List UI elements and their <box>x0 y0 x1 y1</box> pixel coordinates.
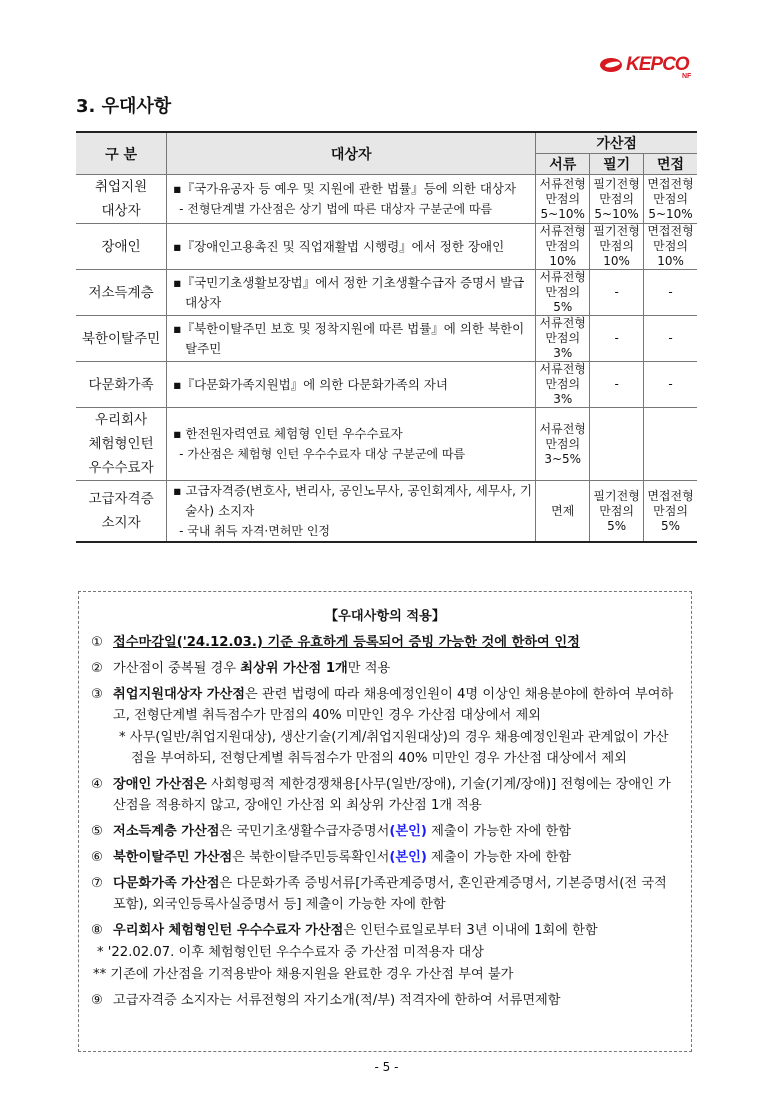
row-doc-points: 서류전형 만점의 5~10% <box>536 175 590 224</box>
table-row <box>76 270 697 316</box>
row-interview-points <box>644 408 697 481</box>
target-line: ▪『북한이탈주민 보호 및 정착지원에 따른 법률』에 의한 북한이탈주민 <box>173 320 525 356</box>
note-item-7: ⑦ 다문화가족 가산점은 다문화가족 증빙서류[가족관계증명서, 혼인관계증명서, 기본증명서(전 국적 포함), 외국인등록사실증명서 등] 제출이 가능한 자에 한함 <box>91 876 667 912</box>
row-target <box>167 362 536 408</box>
target-line: ▪ 고급자격증(변호사, 변리사, 공인노무사, 공인회계사, 세무사, 기술사) 소지자 <box>173 483 533 518</box>
target-line: ▪『다문화가족지원법』에 의한 다문화가족의 자녀 <box>173 376 448 392</box>
row-target <box>167 224 536 270</box>
target-line: ▪『장애인고용촉진 및 직업재활법 시행령』에서 정한 장애인 <box>173 238 505 254</box>
row-interview-points: - <box>644 270 697 316</box>
row-target <box>167 270 536 316</box>
col-category: 구 분 <box>76 132 167 175</box>
table-row <box>76 481 697 543</box>
table-row <box>76 408 697 481</box>
note-item-8: ⑧ 우리회사 체험형인턴 우수수료자 가산점은 인턴수료일로부터 3년 이내에 1회에 한함 <box>91 923 598 938</box>
row-written-points: - <box>590 362 644 408</box>
target-line: ▪『국민기초생활보장법』에서 정한 기초생활수급자 증명서 발급대상자 <box>173 274 525 310</box>
row-category: 우리회사 체험형인턴 우수수료자 <box>76 408 167 481</box>
row-doc-points: 면제 <box>536 481 590 543</box>
note-item-2: ② 가산점이 중복될 경우 최상위 가산점 1개만 적용 <box>91 661 391 676</box>
kepco-logo-icon <box>600 56 624 74</box>
col-points: 가산점 <box>536 132 697 154</box>
row-interview-points: 면접전형 만점의 5% <box>644 481 697 543</box>
row-category: 취업지원 대상자 <box>76 175 167 224</box>
row-category: 저소득계층 <box>76 270 167 316</box>
note-item-1: ① 접수마감일('24.12.03.) 기준 유효하게 등록되어 증빙 가능한 것에 한하여 인정 <box>91 635 580 650</box>
row-category: 장애인 <box>76 224 167 270</box>
row-target <box>167 408 536 481</box>
note-item-8-sub-2: ** 기존에 가산점을 기적용받아 채용지원을 완료한 경우 가산점 부여 불가 <box>93 967 514 982</box>
col-written: 필기 <box>590 154 644 175</box>
target-subline: - 전형단계별 가산점은 상기 법에 따른 대상자 구분군에 따름 <box>179 202 493 216</box>
row-interview-points: - <box>644 316 697 362</box>
col-doc: 서류 <box>536 154 590 175</box>
row-written-points: 필기전형 만점의 5~10% <box>590 175 644 224</box>
target-subline: - 국내 취득 자격·면허만 인정 <box>179 524 331 538</box>
note-item-9: ⑨ 고급자격증 소지자는 서류전형의 자기소개(적/부) 적격자에 한하여 서류면제함 <box>91 993 561 1008</box>
target-line: ▪ 한전원자력연료 체험형 인턴 우수수료자 <box>173 426 403 441</box>
table-body <box>76 175 697 543</box>
col-interview: 면접 <box>644 154 697 175</box>
note-item-6: ⑥ 북한이탈주민 가산점은 북한이탈주민등록확인서(본인) 제출이 가능한 자에 한함 <box>91 850 572 865</box>
row-category: 고급자격증 소지자 <box>76 481 167 543</box>
note-item-8-sub-1: * '22.02.07. 이후 체험형인턴 우수수료자 중 가산점 미적용자 대상 <box>97 945 484 960</box>
row-target <box>167 481 536 543</box>
note-item-4: ④ 장애인 가산점은 사회형평적 제한경쟁채용[사무(일반/장애), 기술(기계/장애)] 전형에는 장애인 가산점을 적용하지 않고, 장애인 가산점 외 최상위 가산점 1개 적용 <box>91 777 671 813</box>
table-row <box>76 224 697 270</box>
row-category: 다문화가족 <box>76 362 167 408</box>
row-interview-points: 면접전형 만점의 10% <box>644 224 697 270</box>
notes-title: 【우대사항의 적용】 <box>324 609 446 624</box>
table-row <box>76 316 697 362</box>
row-written-points: - <box>590 270 644 316</box>
row-doc-points: 서류전형 만점의 3% <box>536 362 590 408</box>
target-line: ▪『국가유공자 등 예우 및 지원에 관한 법률』등에 의한 대상자 <box>173 181 517 196</box>
row-doc-points: 서류전형 만점의 10% <box>536 224 590 270</box>
note-item-3: ③ 취업지원대상자 가산점은 관련 법령에 따라 채용예정인원이 4명 이상인 채용분야에 한하여 부여하고, 전형단계별 취득점수가 만점의 40% 미만인 경우 가산점 대상에서 제외 * 사무(일반/취업지원대상), 생산기술(기계/취업지원대상)의 경우 채용예정인원과 관계없이 가산점을 부여하되, 전형단계별 취득점수가 만점의 40% 미만인 경우 가산점 대상에서 제외 <box>91 684 679 769</box>
row-doc-points: 서류전형 만점의 3~5% <box>536 408 590 481</box>
row-written-points: 필기전형 만점의 5% <box>590 481 644 543</box>
row-doc-points: 서류전형 만점의 3% <box>536 316 590 362</box>
row-interview-points: - <box>644 362 697 408</box>
row-target <box>167 316 536 362</box>
row-written-points: 필기전형 만점의 10% <box>590 224 644 270</box>
table-row <box>76 175 697 224</box>
note-item-3-sub: * 사무(일반/취업지원대상), 생산기술(기계/취업지원대상)의 경우 채용예정인원과 관계없이 가산점을 부여하되, 전형단계별 취득점수가 만점의 40% 미만인 경우 가산점 대상에서 제외 <box>119 730 669 766</box>
page-number: - 5 - <box>374 1060 399 1074</box>
row-interview-points: 면접전형 만점의 5~10% <box>644 175 697 224</box>
logo-brand: KEPCO <box>626 54 689 75</box>
logo-sub: NF <box>682 73 692 80</box>
table-row <box>76 362 697 408</box>
target-subline: - 가산점은 체험형 인턴 우수수료자 대상 구분군에 따름 <box>179 447 466 461</box>
col-target: 대상자 <box>167 132 536 175</box>
row-written-points: - <box>590 316 644 362</box>
row-category: 북한이탈주민 <box>76 316 167 362</box>
preference-table <box>76 131 697 543</box>
notes-box <box>78 591 692 1052</box>
note-item-5: ⑤ 저소득계층 가산점은 국민기초생활수급자증명서(본인) 제출이 가능한 자에 한함 <box>91 824 572 839</box>
section-title: 3. 우대사항 <box>76 96 172 117</box>
row-doc-points: 서류전형 만점의 5% <box>536 270 590 316</box>
row-target <box>167 175 536 224</box>
row-written-points <box>590 408 644 481</box>
kepco-logo <box>600 56 689 74</box>
